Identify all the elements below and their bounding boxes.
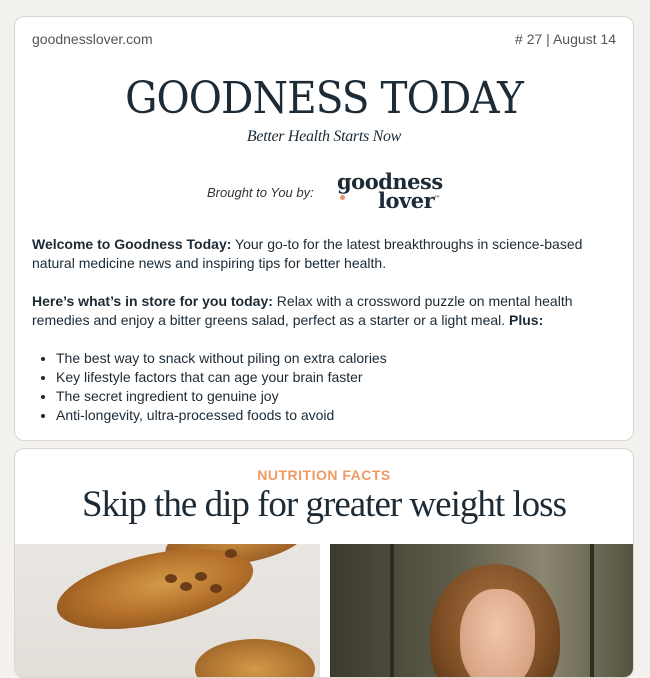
face-shape <box>460 589 535 678</box>
store-text: Relax with a crossword puzzle on mental health remedies and enjoy a bitter greens salad, perfect as a starter or a light meal. <box>32 293 573 328</box>
walnut-shape <box>165 574 177 583</box>
window-frame <box>590 544 594 678</box>
intro-card <box>14 16 634 441</box>
issue-label: # 27 | August 14 <box>515 31 616 47</box>
roasted-pears-image[interactable] <box>15 544 320 678</box>
window-frame <box>390 544 394 678</box>
article-headline[interactable]: Skip the dip for greater weight loss <box>82 484 566 525</box>
list-item: • The best way to snack without piling on extra calories <box>56 349 616 368</box>
trademark-mark: ™ <box>434 194 440 202</box>
highlights-list <box>32 349 616 425</box>
welcome-text: Your go-to for the latest breakthroughs in science-based natural medicine news and inspiring tips for better health. <box>32 236 583 271</box>
list-item: • The secret ingredient to genuine joy <box>56 387 616 406</box>
article-kicker: NUTRITION FACTS <box>257 467 391 483</box>
list-item: • Key lifestyle factors that can age your brain faster <box>56 368 616 387</box>
sponsor-label: Brought to You by: <box>207 185 314 200</box>
plus-label: Plus: <box>509 312 544 328</box>
walnut-shape <box>195 572 207 581</box>
logo-line-2: lover™ <box>378 187 440 213</box>
woman-thinking-image[interactable] <box>330 544 634 678</box>
article-card <box>14 448 634 678</box>
masthead-tagline: Better Health Starts Now <box>246 128 402 145</box>
logo-dot-icon <box>340 195 345 200</box>
store-paragraph <box>32 292 616 330</box>
welcome-lead: Welcome to Goodness Today: <box>32 236 232 252</box>
masthead-title: GOODNESS TODAY <box>125 73 523 124</box>
goodness-lover-logo[interactable] <box>337 169 443 213</box>
logo-line-1: goodness <box>337 169 443 194</box>
intro-body <box>32 235 616 425</box>
welcome-paragraph <box>32 235 616 273</box>
store-lead: Here’s what’s in store for you today: <box>32 293 273 309</box>
site-link[interactable]: goodnesslover.com <box>32 31 153 47</box>
walnut-shape <box>180 582 192 591</box>
pear-shape <box>50 544 260 644</box>
list-item: • Anti-longevity, ultra-processed foods to avoid <box>56 406 616 425</box>
pear-shape <box>195 639 315 678</box>
walnut-shape <box>225 549 237 558</box>
walnut-shape <box>210 584 222 593</box>
